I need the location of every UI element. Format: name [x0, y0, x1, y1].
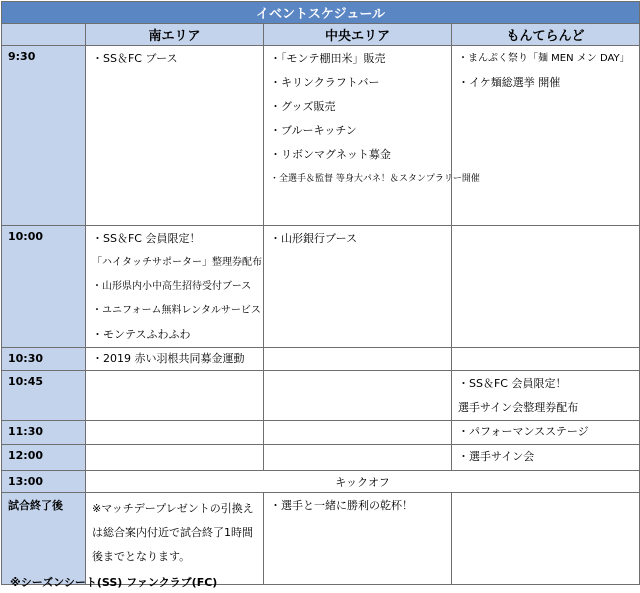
time-cell: 13:00: [2, 471, 86, 493]
matchday-note: ※マッチデープレゼントの引換えは総合案内付近で試合終了1時間後までとなります。: [86, 493, 264, 585]
event-item: ・グッズ販売: [270, 100, 336, 113]
central-cell: [264, 226, 452, 348]
monte-cell: [452, 348, 640, 371]
monte-cell: [452, 226, 640, 348]
south-cell: [86, 348, 264, 371]
south-cell: [86, 445, 264, 471]
event-item: ・選手と一緒に勝利の乾杯！: [270, 499, 413, 512]
time-cell: 試合終了後: [2, 493, 86, 585]
monte-cell: [452, 46, 640, 226]
time-cell: 10:30: [2, 348, 86, 371]
central-cell: [264, 421, 452, 445]
event-item: ・ブルーキッチン: [270, 124, 357, 137]
time-cell: 12:00: [2, 445, 86, 471]
corner-cell: [2, 24, 86, 46]
event-item: ・全選手＆監督 等身大パネ！＆スタンプラリー開催: [270, 174, 480, 184]
footer-note: ※シーズンシート(SS) ファンクラブ(FC): [10, 576, 218, 589]
event-item: ・SS＆FC ブース: [92, 52, 178, 65]
event-item: ・「モンテ棚田米」販売: [270, 52, 386, 65]
time-cell: 10:45: [2, 371, 86, 421]
event-item: ・キリンクラフトバー: [270, 76, 380, 89]
monte-cell: [452, 371, 640, 421]
event-item: ・ユニフォーム無料レンタルサービス: [92, 305, 261, 316]
event-item: ・パフォーマンスステージ: [458, 425, 589, 438]
central-cell: [264, 46, 480, 226]
event-item: ・まんぷく祭り「麺 MEN メン DAY」: [458, 53, 630, 64]
south-cell: [86, 371, 264, 421]
central-cell: [264, 493, 452, 585]
event-item: ・モンテスふわふわ: [92, 328, 191, 341]
event-item: ・リボンマグネット募金: [270, 148, 391, 161]
area-header-monte: もんてらんど: [452, 24, 640, 46]
monte-cell: [452, 445, 640, 471]
event-item: ・2019 赤い羽根共同募金運動: [92, 352, 245, 365]
south-cell: [86, 421, 264, 445]
event-item: ・選手サイン会: [458, 450, 535, 463]
event-item: ・イケ麺総選挙 開催: [458, 76, 561, 89]
monte-cell: [452, 421, 640, 445]
kickoff-cell: キックオフ: [86, 471, 640, 493]
time-cell: 11:30: [2, 421, 86, 445]
event-item: 選手サイン会整理券配布: [458, 401, 579, 414]
time-cell: 9:30: [2, 46, 86, 226]
time-cell: 10:00: [2, 226, 86, 348]
event-schedule-table: [1, 1, 640, 585]
south-cell: [86, 46, 264, 226]
central-cell: [264, 445, 452, 471]
south-cell: [86, 226, 264, 348]
event-item: ・SS＆FC 会員限定！: [458, 377, 567, 390]
central-cell: [264, 371, 452, 421]
area-header-central: 中央エリア: [264, 24, 452, 46]
event-item: ・SS＆FC 会員限定！: [92, 232, 201, 245]
event-item: ・山形銀行ブース: [270, 232, 358, 245]
schedule-title: イベントスケジュール: [2, 2, 640, 24]
monte-cell: [452, 493, 640, 585]
central-cell: [264, 348, 452, 371]
event-item: 「ハイタッチサポーター」整理券配布: [92, 257, 262, 268]
area-header-south: 南エリア: [86, 24, 264, 46]
event-item: ・山形県内小中高生招待受付ブース: [92, 281, 252, 292]
